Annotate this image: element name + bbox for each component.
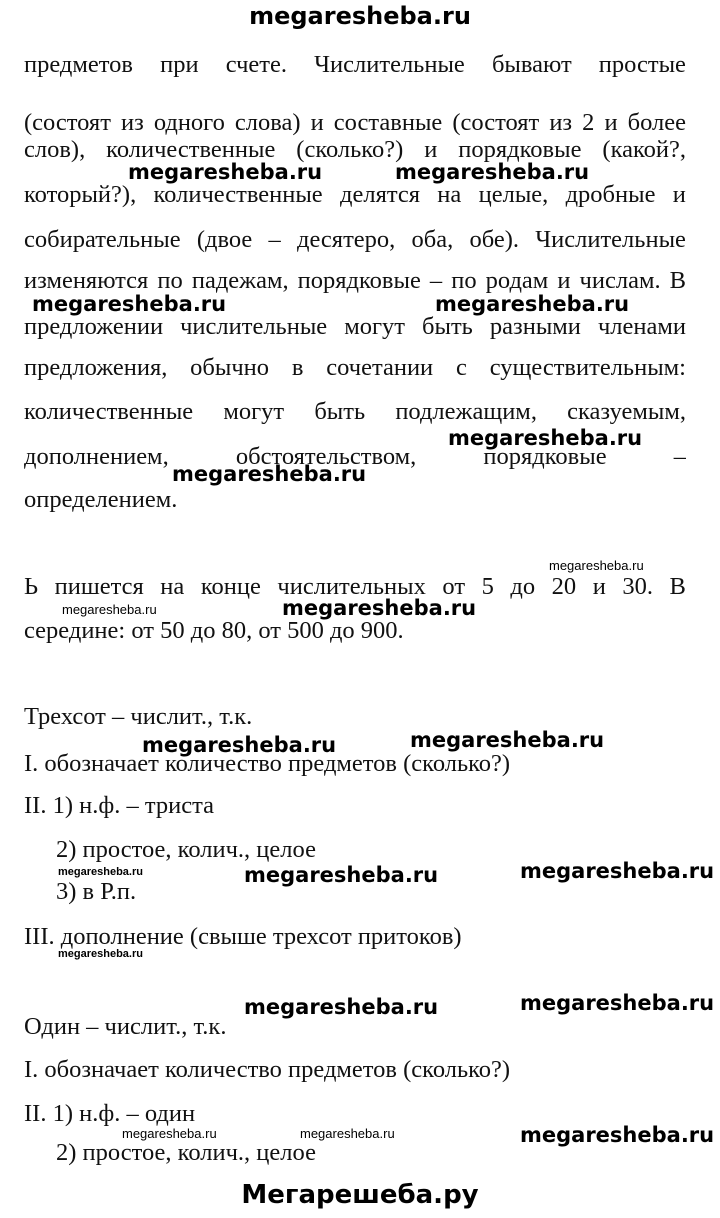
word: который?),: [24, 181, 137, 208]
watermark: megaresheba.ru: [58, 866, 143, 878]
word: –: [268, 226, 281, 253]
word: количественные: [153, 181, 323, 208]
word: бывают: [491, 51, 572, 78]
word: количественные: [106, 136, 276, 163]
word: пишется: [54, 573, 144, 600]
watermark: megaresheba.ru: [395, 160, 590, 184]
word: сочетании: [326, 354, 434, 381]
word: В: [669, 573, 686, 600]
paragraph-line: [24, 50, 686, 80]
paragraph-line: определением.: [24, 486, 178, 513]
word: составные: [333, 109, 443, 136]
watermark: megaresheba.ru: [122, 1126, 217, 1141]
watermark: megaresheba.ru: [520, 991, 715, 1015]
paragraph-line: [24, 397, 686, 427]
word: на: [160, 573, 185, 600]
word: десятеро,: [296, 226, 396, 253]
analysis-title: Один – числит., т.к.: [24, 1013, 227, 1040]
watermark: megaresheba.ru: [410, 728, 605, 752]
word: порядковые: [297, 267, 421, 294]
word: 30.: [622, 573, 653, 600]
word: предложения,: [24, 354, 168, 381]
watermark: megaresheba.ru: [549, 558, 644, 573]
paragraph-line: [24, 353, 686, 383]
analysis-point: III. дополнение (свыше трехсот притоков): [24, 923, 462, 950]
word: более: [627, 109, 686, 136]
analysis-subpoint: 3) в Р.п.: [56, 878, 137, 905]
analysis-point: I. обозначает количество предметов (сколько?): [24, 1056, 511, 1083]
word: числительные: [180, 313, 328, 340]
word: быть: [314, 398, 366, 425]
watermark: megaresheba.ru: [244, 863, 439, 887]
word: родам: [485, 267, 549, 294]
word: падежам,: [191, 267, 289, 294]
word: от: [442, 573, 466, 600]
analysis-subpoint: 2) простое, колич., целое: [56, 836, 316, 863]
watermark: megaresheba.ru: [142, 733, 337, 757]
paragraph-line: [24, 225, 686, 255]
word: делятся: [340, 181, 420, 208]
word: целые,: [478, 181, 549, 208]
watermark: megaresheba.ru: [32, 292, 227, 316]
word: обычно: [190, 354, 270, 381]
word: при: [160, 51, 199, 78]
word: и: [604, 109, 618, 136]
watermark: megaresheba.ru: [62, 602, 157, 617]
watermark: megaresheba.ru: [172, 462, 367, 486]
word: из: [120, 109, 144, 136]
word: в: [291, 354, 304, 381]
word: на: [437, 181, 462, 208]
paragraph-line: [24, 108, 686, 138]
word: из: [549, 109, 573, 136]
watermark: megaresheba.ru: [128, 160, 323, 184]
word: предложении: [24, 313, 164, 340]
word: по: [157, 267, 183, 294]
word: и: [557, 267, 571, 294]
word: и: [310, 109, 324, 136]
word: обстоятельством,: [235, 443, 417, 470]
site-header: megaresheba.ru: [249, 2, 471, 30]
word: членами: [597, 313, 686, 340]
word: быть: [422, 313, 473, 340]
watermark: megaresheba.ru: [435, 292, 630, 316]
word: дробные: [565, 181, 656, 208]
word: оба,: [411, 226, 454, 253]
word: с: [456, 354, 467, 381]
word: сказуемым,: [567, 398, 686, 425]
word: по: [451, 267, 477, 294]
site-footer: Мегарешеба.ру: [241, 1180, 479, 1210]
word: и: [672, 181, 686, 208]
word: разными: [489, 313, 581, 340]
word: одного: [153, 109, 225, 136]
watermark: megaresheba.ru: [300, 1126, 395, 1141]
word: предметов: [24, 51, 133, 78]
word: счете.: [225, 51, 287, 78]
word: порядковые: [483, 443, 607, 470]
analysis-point: II. 1) н.ф. – триста: [24, 792, 214, 819]
word: порядковые: [458, 136, 582, 163]
word: количественные: [24, 398, 194, 425]
word: дополнением,: [24, 443, 169, 470]
word: (двое: [196, 226, 253, 253]
word: В: [669, 267, 686, 294]
word: изменяются: [24, 267, 149, 294]
word: и: [424, 136, 438, 163]
analysis-subpoint: 2) простое, колич., целое: [56, 1139, 316, 1166]
word: могут: [344, 313, 405, 340]
watermark: megaresheba.ru: [244, 995, 439, 1019]
word: могут: [223, 398, 285, 425]
word: и: [592, 573, 606, 600]
analysis-point: II. 1) н.ф. – один: [24, 1100, 196, 1127]
word: –: [673, 443, 686, 470]
watermark: megaresheba.ru: [58, 948, 143, 960]
watermark: megaresheba.ru: [520, 1123, 715, 1147]
paragraph-line: [24, 180, 686, 210]
word: (сколько?): [296, 136, 404, 163]
watermark: megaresheba.ru: [448, 426, 643, 450]
paragraph-line: [24, 312, 686, 342]
analysis-title: Трехсот – числит., т.к.: [24, 703, 253, 730]
word: конце: [200, 573, 261, 600]
word: существительным:: [489, 354, 686, 381]
word: числительных: [277, 573, 426, 600]
word: 20: [551, 573, 577, 600]
watermark: megaresheba.ru: [520, 859, 715, 883]
paragraph-line: середине: от 50 до 80, от 500 до 900.: [24, 617, 404, 644]
word: Ь: [24, 573, 39, 600]
word: Числительные: [535, 226, 686, 253]
word: 5: [481, 573, 494, 600]
word: простые: [598, 51, 686, 78]
word: собирательные: [24, 226, 181, 253]
word: слов),: [24, 136, 86, 163]
word: –: [429, 267, 443, 294]
watermark: megaresheba.ru: [282, 596, 477, 620]
analysis-point: I. обозначает количество предметов (сколько?): [24, 750, 511, 777]
word: до: [510, 573, 536, 600]
word: обе).: [469, 226, 520, 253]
word: (состоят: [452, 109, 540, 136]
word: числам.: [579, 267, 661, 294]
word: слова): [234, 109, 301, 136]
word: (состоят: [24, 109, 111, 136]
word: (какой?,: [602, 136, 686, 163]
word: 2: [582, 109, 595, 136]
word: Числительные: [314, 51, 465, 78]
word: подлежащим,: [395, 398, 537, 425]
